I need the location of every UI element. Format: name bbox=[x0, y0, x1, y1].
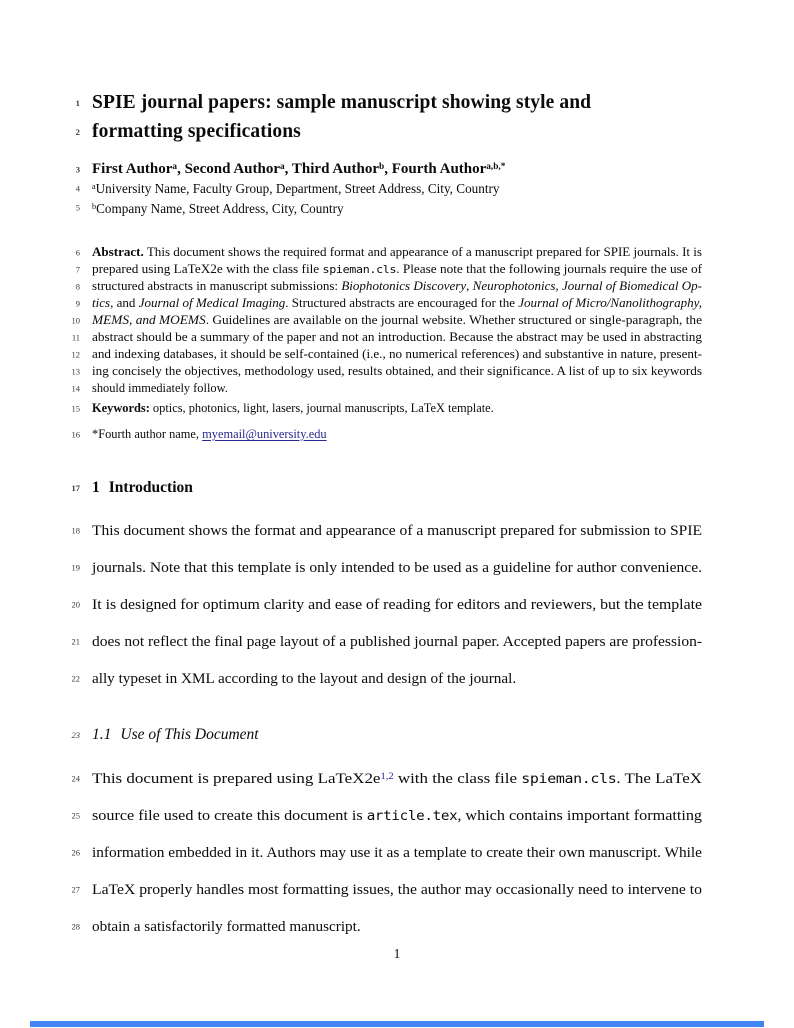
line-number-8: 8 bbox=[75, 281, 80, 291]
text-line-content: Keywords: optics, photonics, light, lasers, journal manuscripts, LaTeX template. bbox=[92, 401, 494, 415]
page-number: 1 bbox=[393, 946, 401, 961]
text-line-content: *Fourth author name, myemail@university.edu bbox=[92, 427, 327, 441]
line-number-13: 13 bbox=[71, 366, 80, 376]
line-number-4: 4 bbox=[75, 183, 80, 193]
line-27 bbox=[71, 871, 702, 908]
intro-paragraph-2 bbox=[71, 760, 702, 945]
text-line-content: ing concisely the objectives, methodology used, results obtained, and their significance. A list of up to six keywords bbox=[92, 364, 702, 378]
line-22 bbox=[71, 660, 702, 697]
line-16 bbox=[71, 426, 702, 443]
corresponding-author bbox=[71, 426, 702, 443]
line-number-22: 22 bbox=[71, 673, 80, 683]
line-number-11: 11 bbox=[71, 332, 80, 342]
subsection-1-1-heading bbox=[71, 725, 702, 745]
line-2 bbox=[75, 118, 702, 147]
line-1 bbox=[75, 89, 702, 118]
text-line-content: does not reflect the final page layout of a published journal paper. Accepted papers are profession- bbox=[92, 633, 702, 650]
line-number-27: 27 bbox=[71, 884, 80, 894]
line-17 bbox=[71, 478, 702, 498]
line-9 bbox=[75, 295, 702, 312]
text-line-content: $^b$Company Name, Street Address, City, Country bbox=[92, 200, 344, 216]
line-number-5: 5 bbox=[75, 202, 80, 213]
text-line-content: structured abstracts in manuscript submissions: Biophotonics Discovery, Neurophotonics, Journal of Biomedical Op- bbox=[92, 279, 702, 293]
line-19 bbox=[71, 549, 702, 586]
text-line-content: LaTeX properly handles most formatting issues, the author may occasionally need to intervene to bbox=[92, 881, 702, 898]
text-line-content: ally typeset in XML according to the layout and design of the journal. bbox=[92, 670, 517, 687]
author-list bbox=[75, 160, 702, 179]
line-number-26: 26 bbox=[71, 847, 80, 857]
text-line-content: It is designed for optimum clarity and ease of reading for editors and reviewers, but the template bbox=[92, 596, 702, 613]
line-number-10: 10 bbox=[71, 315, 80, 325]
line-number-14: 14 bbox=[71, 383, 80, 393]
email-link[interactable]: myemail@university.edu bbox=[202, 427, 327, 441]
line-number-21: 21 bbox=[71, 636, 80, 646]
line-number-20: 20 bbox=[71, 599, 80, 609]
paper-title bbox=[75, 89, 702, 146]
line-number-1: 1 bbox=[75, 98, 80, 108]
line-18 bbox=[71, 512, 702, 549]
line-4 bbox=[75, 179, 702, 199]
text-line-content: This document is prepared using $LaTeX2e^{1,2}$ with the class file spieman.cls. The LaTeX bbox=[92, 770, 702, 787]
line-14 bbox=[71, 380, 702, 397]
line-3 bbox=[75, 160, 702, 179]
line-number-7: 7 bbox=[75, 264, 80, 274]
line-7 bbox=[75, 261, 702, 278]
page-content bbox=[71, 0, 702, 945]
line-number-2: 2 bbox=[75, 126, 80, 137]
keywords-block bbox=[71, 400, 702, 417]
line-number-12: 12 bbox=[71, 349, 80, 359]
line-5 bbox=[75, 199, 702, 219]
text-line-content: This document shows the format and appearance of a manuscript prepared for submission to SPIE bbox=[92, 522, 702, 539]
line-number-6: 6 bbox=[75, 247, 80, 257]
text-line-content: 1.1 Use of This Document bbox=[92, 726, 259, 743]
text-line-content: First Author$^a$, Second Author$^a$, Third Author$^b$, Fourth Author$^{a,b,*}$ bbox=[92, 161, 506, 177]
text-line-content: and indexing databases, it should be self-contained (i.e., no numerical references) and substantive in nature, present- bbox=[92, 347, 702, 361]
line-24 bbox=[71, 760, 702, 797]
section-1-heading bbox=[71, 478, 702, 498]
line-number-15: 15 bbox=[71, 403, 80, 413]
line-number-28: 28 bbox=[71, 921, 80, 931]
line-25 bbox=[71, 797, 702, 834]
citation-superscript[interactable]: 1,2 bbox=[380, 771, 394, 782]
bottom-accent-bar bbox=[30, 1021, 764, 1027]
affiliations bbox=[75, 179, 702, 218]
line-10 bbox=[71, 312, 702, 329]
line-13 bbox=[71, 363, 702, 380]
text-line-content: tics, and Journal of Medical Imaging. Structured abstracts are encouraged for the Journal of Micro/Nanolithography, bbox=[92, 296, 702, 310]
text-line-content: $^a$University Name, Faculty Group, Department, Street Address, City, Country bbox=[92, 181, 500, 196]
line-23 bbox=[71, 725, 702, 745]
text-line-content: should immediately follow. bbox=[92, 381, 228, 395]
line-12 bbox=[71, 346, 702, 363]
text-line-content: journals. Note that this template is only intended to be used as a guideline for author convenience. bbox=[92, 559, 702, 576]
line-8 bbox=[75, 278, 702, 295]
line-number-3: 3 bbox=[75, 164, 80, 174]
text-line-content: abstract should be a summary of the paper and not an introduction. Because the abstract may be used in abstracting bbox=[92, 330, 702, 344]
text-line-content: SPIE journal papers: sample manuscript showing style and bbox=[92, 92, 592, 113]
text-line-content: Abstract. This document shows the required format and appearance of a manuscript prepared for SPIE journals. It is bbox=[92, 245, 702, 259]
intro-paragraph-1 bbox=[71, 512, 702, 697]
line-20 bbox=[71, 586, 702, 623]
line-number-23: 23 bbox=[71, 730, 80, 740]
line-number-16: 16 bbox=[71, 429, 80, 439]
line-21 bbox=[71, 623, 702, 660]
line-number-19: 19 bbox=[71, 562, 80, 572]
text-line-content: MEMS, and MOEMS. Guidelines are available on the journal website. Whether structured or single-paragraph, the bbox=[92, 313, 702, 327]
line-number-25: 25 bbox=[71, 810, 80, 820]
text-line-content: prepared using LaTeX2e with the class file spieman.cls. Please note that the following journals require the use of bbox=[92, 262, 702, 276]
text-line-content: formatting specifications bbox=[92, 120, 301, 142]
line-11 bbox=[71, 329, 702, 346]
line-number-24: 24 bbox=[71, 773, 80, 783]
text-line-content: information embedded in it. Authors may use it as a template to create their own manuscript. While bbox=[92, 844, 702, 861]
text-line-content: source file used to create this document is article.tex, which contains important formatting bbox=[92, 807, 702, 824]
line-26 bbox=[71, 834, 702, 871]
line-number-17: 17 bbox=[71, 483, 80, 493]
line-6 bbox=[75, 244, 702, 261]
line-number-9: 9 bbox=[75, 298, 80, 308]
abstract-block bbox=[71, 244, 702, 397]
text-line-content: 1 Introduction bbox=[92, 479, 193, 496]
line-number-18: 18 bbox=[71, 525, 80, 535]
line-15 bbox=[71, 400, 702, 417]
text-line-content: obtain a satisfactorily formatted manuscript. bbox=[92, 918, 361, 935]
line-28 bbox=[71, 908, 702, 945]
